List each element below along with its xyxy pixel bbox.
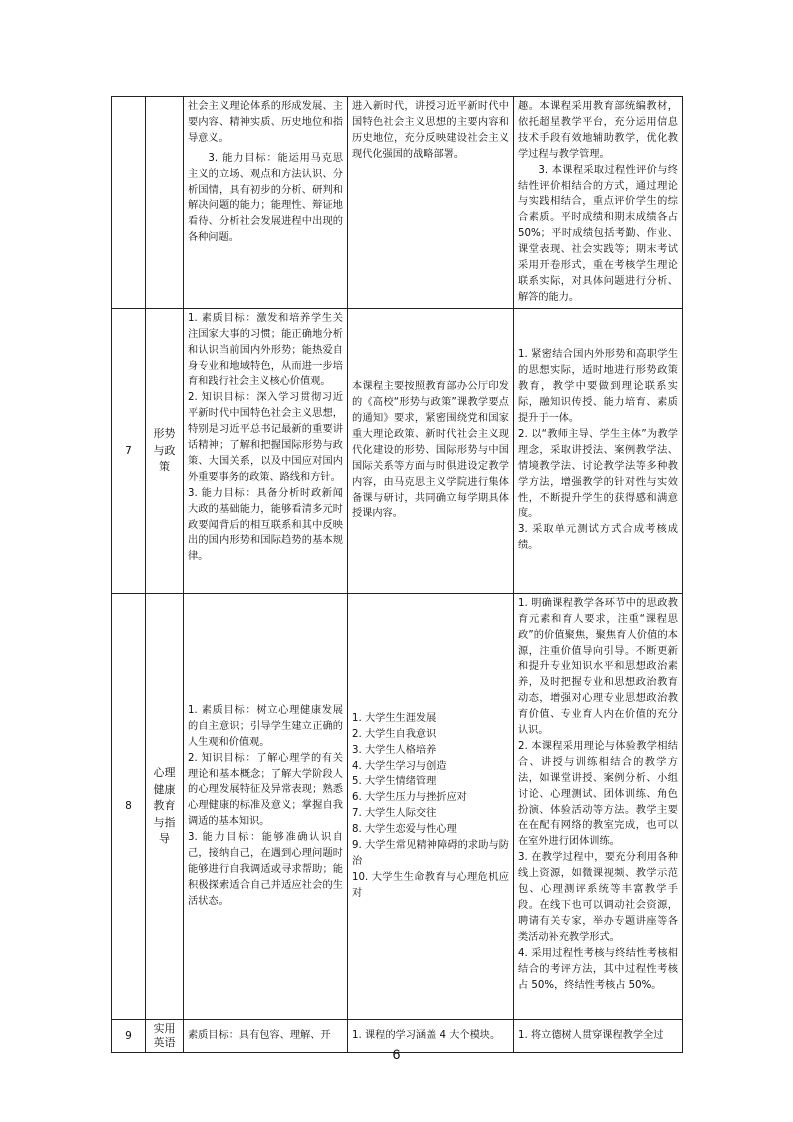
course-name-cell: 心理健康教育与指导 (146, 593, 184, 1019)
course-content-cell (348, 308, 514, 593)
requirements-paragraph: 3. 采取单元测试方式合成考核成绩。 (518, 524, 678, 552)
course-content-cell (348, 97, 514, 309)
row-number-cell (112, 97, 146, 309)
goals-paragraph: 2. 知识目标：深入学习贯彻习近平新时代中国特色社会主义思想，特别是习近平总书记最新的重要讲话精神；了解和把握国际形势与政策、大国关系，以及中国应对国内外重要事务的政策、路线和方针。 (188, 392, 343, 483)
table-row-7 (112, 308, 683, 593)
list-item: 10. 大学生生命教育与心理危机应对 (352, 871, 509, 899)
requirements-paragraph: 2. 以“教师主导、学生主体”为教学理念，采取讲授法、案例教学法、情境教学法、讨论教学法等多种教学方法，增强教学的针对性与实效性，不断提升学生的获得感和满意度。 (518, 428, 678, 520)
row-number-cell: 8 (112, 593, 146, 1019)
content-paragraph: 本课程主要按照教育部办公厅印发的《高校“形势与政策”课教学要点的通知》要求，紧密围绕党和国家重大理论政策、新时代社会主义现代化建设的形势、国际形势与中国国际关系等方面与时俱进设定教学内容，由马克思主义学院进行集体备课与研讨，共同确立每学期具体授课内容。 (352, 381, 509, 520)
content-paragraph: 进入新时代，讲授习近平新时代中国特色社会主义思想的主要内容和历史地位，充分反映建设社会主义现代化强国的战略部署。 (352, 101, 509, 160)
requirements-paragraph: 3. 在教学过程中，要充分利用各种线上资源，如微课视频、教学示范包、心理测评系统等丰富教学手段。在线下也可以调动社会资源，聘请有关专家，举办专题讲座等各类活动补充教学形式。 (518, 852, 678, 943)
goals-paragraph: 社会主义理论体系的形成发展、主要内容、精神实质、历史地位和指导意义。 (188, 101, 343, 144)
row-number-cell: 7 (112, 308, 146, 593)
goals-paragraph: 3. 能力目标：具备分析时政新闻大政的基础能力，能够看清多元时政要闻背后的相互联系和其中反映出的国内形势和国际趋势的基本规律。 (188, 487, 343, 563)
list-item: 3. 大学生人格培养 (352, 744, 437, 756)
goals-paragraph: 1. 素质目标：树立心理健康发展的自主意识；引导学生建立正确的人生观和价值观。 (188, 704, 343, 748)
requirements-paragraph: 1. 紧密结合国内外形势和高职学生的思想实际，适时地进行形势政策教育，教学中要做到理论联系实际，融知识传授、能力培育、素质提升于一体。 (518, 349, 678, 425)
teaching-requirements-cell (514, 308, 683, 593)
requirements-paragraph: 趣。本课程采用教育部统编教材，依托超星教学平台，充分运用信息技术手段有效地辅助教学，优化教学过程与教学管理。 (518, 101, 678, 160)
list-item: 5. 大学生情绪管理 (352, 776, 437, 788)
requirements-paragraph: 1. 明确课程教学各环节中的思政教育元素和育人要求，注重“课程思政”的价值聚焦，聚焦育人价值的本源，注重价值导向引导。不断更新和提升专业知识水平和思想政治素养，及时把握专业和思想政治教育动态，增强对心理专业思想政治教育价值、专业育人内在价值的充分认识。 (518, 597, 678, 737)
goals-paragraph: 2. 知识目标：了解心理学的有关理论和基本概念；了解大学阶段人的心理发展特征及异常表现；熟悉心理健康的标准及意义；掌握自我调适的基本知识。 (188, 752, 343, 828)
page-number: 6 (392, 1046, 401, 1062)
list-item: 7. 大学生人际交往 (352, 808, 437, 820)
teaching-requirements-cell (514, 593, 683, 1019)
requirements-paragraph: 3. 本课程采取过程性评价与终结性评价相结合的方式，通过理论与实践相结合，重点评价学生的综合素质。平时成绩和期末成绩各占 50%；平时成绩包括考勤、作业、课堂表现、社会实践等；期末考试采用开卷形式，重在考核学生理论联系实际，对具体问题进行分析、解答的能力。 (518, 164, 678, 303)
course-goals-cell (184, 97, 348, 309)
requirements-paragraph: 2. 本课程采用理论与体验教学相结合、讲授与训练相结合的教学方法，如课堂讲授、案例分析、小组讨论、心理测试、团体训练、角色扮演、体验活动等方法。教学主要在在配有网络的教室完成，也可以在室外进行团体训练。 (518, 740, 678, 848)
teaching-requirements-cell: 1. 将立德树人贯穿课程教学全过 (514, 1019, 683, 1053)
course-name-cell: 实用英语 (146, 1019, 184, 1053)
list-item: 2. 大学生自我意识 (352, 728, 437, 740)
teaching-requirements-cell (514, 97, 683, 309)
list-item: 4. 大学生学习与创造 (352, 760, 447, 772)
course-table (111, 96, 683, 1053)
course-goals-cell: 素质目标：具有包容、理解、开 (184, 1019, 348, 1053)
table-row-8 (112, 593, 683, 1019)
course-content-cell: 1. 课程的学习涵盖 4 大个模块。 (348, 1019, 514, 1053)
goals-paragraph: 1. 素质目标：激发和培养学生关注国家大事的习惯；能正确地分析和认识当前国内外形势；能热爱自身专业和地域特色，从而进一步培育和践行社会主义核心价值观。 (188, 312, 343, 388)
course-content-cell (348, 593, 514, 1019)
goals-paragraph: 3. 能力目标：能运用马克思主义的立场、观点和方法认识、分析国情，具有初步的分析、研判和解决问题的能力；能理性、辩证地看待、分析社会发展进程中出现的各种问题。 (188, 152, 343, 244)
list-item: 6. 大学生压力与挫折应对 (352, 792, 467, 804)
module-list (352, 711, 509, 902)
course-name-cell: 形势与政策 (146, 308, 184, 593)
list-item: 8. 大学生恋爱与性心理 (352, 824, 457, 836)
row-number-cell: 9 (112, 1019, 146, 1053)
list-item: 1. 大学生生涯发展 (352, 712, 437, 724)
goals-paragraph: 3. 能力目标：能够准确认识自己，接纳自己，在遇到心理问题时能够进行自我调适或寻求帮助；能积极探索适合自己并适应社会的生活状态。 (188, 832, 343, 907)
course-goals-cell (184, 593, 348, 1019)
course-goals-cell (184, 308, 348, 593)
table-row-continued (112, 97, 683, 309)
course-name-cell (146, 97, 184, 309)
list-item: 9. 大学生常见精神障碍的求助与防治 (352, 840, 509, 867)
requirements-paragraph: 4. 采用过程性考核与终结性考核相结合的考评方法，其中过程性考核占 50%，终结性考核占 50%。 (518, 947, 678, 991)
